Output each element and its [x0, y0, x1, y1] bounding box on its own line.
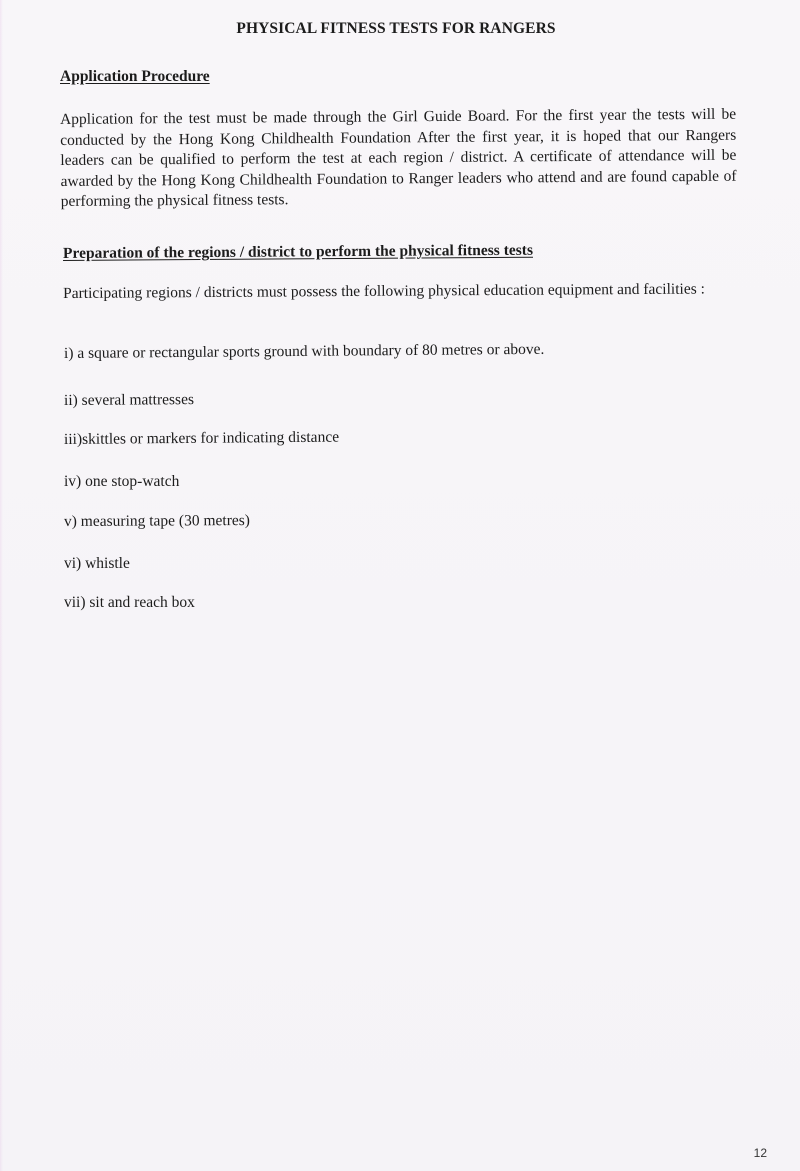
list-item: i) a square or rectangular sports ground with boundary of 80 metres or above. [63, 340, 545, 362]
section-heading-application-procedure: Application Procedure [60, 68, 210, 85]
document-title: PHYSICAL FITNESS TESTS FOR RANGERS [236, 20, 556, 37]
section-heading-preparation: Preparation of the regions / district to perform the physical fitness tests [62, 241, 534, 262]
page-number: 12 [753, 1146, 767, 1160]
list-item: v) measuring tape (30 metres) [63, 512, 250, 530]
list-item: ii) several mattresses [63, 391, 195, 409]
preparation-paragraph: Participating regions / districts must possess the following physical education equipment and facilities : [63, 280, 705, 302]
list-item: vii) sit and reach box [64, 594, 195, 611]
list-item: iii)skittles or markers for indicating distance [63, 428, 340, 448]
list-item: vi) whistle [64, 555, 130, 572]
list-item: iv) one stop-watch [64, 473, 180, 490]
application-procedure-paragraph: Application for the test must be made through the Girl Guide Board. For the first year the tests will be conducted by the Hong Kong Childhealth Foundation After the first year, it is hoped that our Rangers leaders can be qualified to perform the test at each region / district. A certificate of attendance will be awarded by the Hong Kong Childhealth Foundation to Ranger leaders who attend and are found capable of performing the physical fitness tests. [60, 105, 737, 210]
